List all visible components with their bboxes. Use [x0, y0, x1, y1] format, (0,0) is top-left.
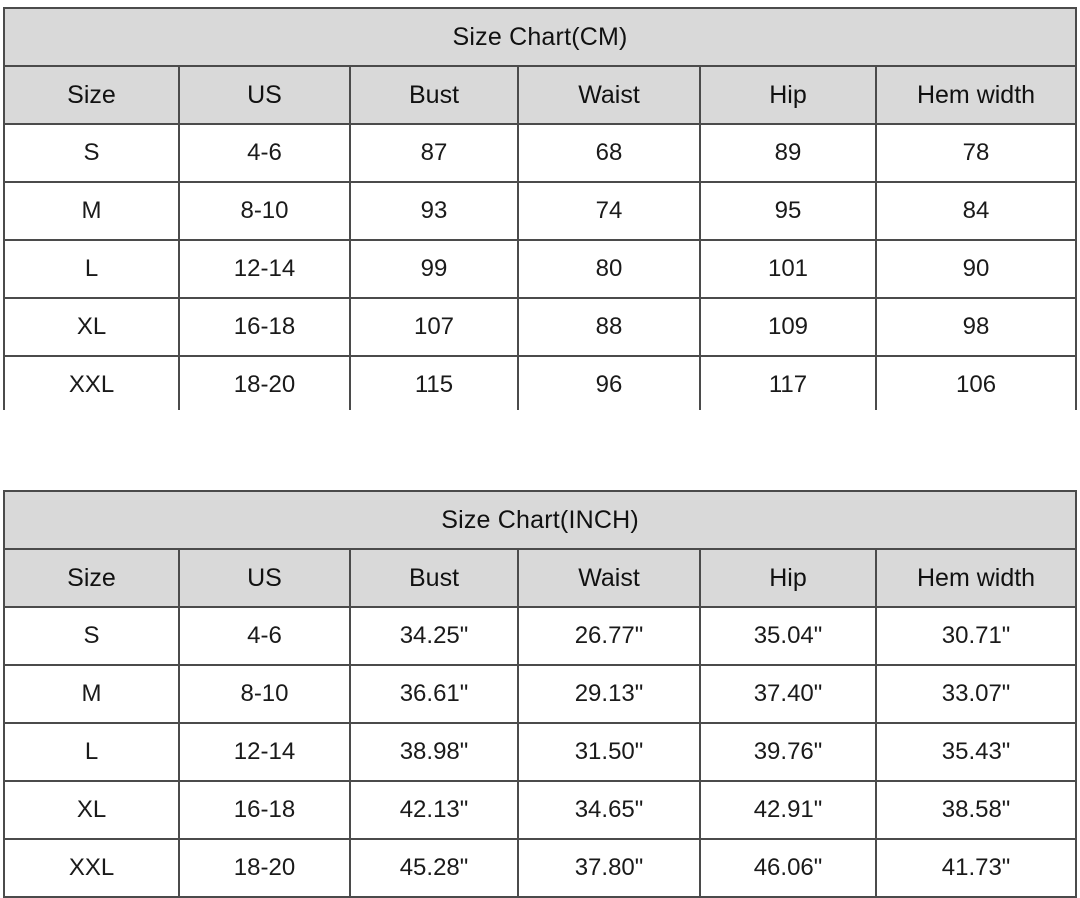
cell-us: 18-20	[179, 356, 350, 414]
column-header-size: Size	[4, 549, 179, 607]
table-row	[4, 607, 1076, 665]
cell-us: 16-18	[179, 781, 350, 839]
cell-hip: 89	[700, 124, 876, 182]
table-row	[4, 298, 1076, 356]
cell-hem-width: 106	[876, 356, 1076, 414]
cell-us: 4-6	[179, 607, 350, 665]
cell-hip: 39.76"	[700, 723, 876, 781]
table-row	[4, 839, 1076, 897]
cell-hip: 42.91"	[700, 781, 876, 839]
cell-hem-width: 98	[876, 298, 1076, 356]
cell-bust: 93	[350, 182, 518, 240]
cell-hip: 46.06"	[700, 839, 876, 897]
cell-bust: 99	[350, 240, 518, 298]
column-header-waist: Waist	[518, 66, 700, 124]
table-row	[4, 240, 1076, 298]
cell-size: S	[4, 607, 179, 665]
size-chart-inch-table	[3, 490, 1077, 898]
cell-hem-width: 84	[876, 182, 1076, 240]
cell-waist: 31.50"	[518, 723, 700, 781]
cell-waist: 74	[518, 182, 700, 240]
cell-bust: 42.13"	[350, 781, 518, 839]
cell-size: L	[4, 723, 179, 781]
size-chart-inch-caption: Size Chart(INCH)	[4, 491, 1076, 549]
cell-bust: 45.28"	[350, 839, 518, 897]
cell-hip: 101	[700, 240, 876, 298]
size-chart-inch-block	[3, 490, 1075, 898]
column-header-size: Size	[4, 66, 179, 124]
size-chart-cm-caption: Size Chart(CM)	[4, 8, 1076, 66]
cell-bust: 115	[350, 356, 518, 414]
cell-waist: 88	[518, 298, 700, 356]
cell-hem-width: 33.07"	[876, 665, 1076, 723]
cell-us: 12-14	[179, 240, 350, 298]
cell-hip: 117	[700, 356, 876, 414]
table-caption-row	[4, 8, 1076, 66]
cell-hem-width: 78	[876, 124, 1076, 182]
cell-bust: 107	[350, 298, 518, 356]
cell-hem-width: 30.71"	[876, 607, 1076, 665]
column-header-us: US	[179, 66, 350, 124]
size-chart-cm-block	[3, 7, 1075, 415]
cell-us: 16-18	[179, 298, 350, 356]
cell-waist: 34.65"	[518, 781, 700, 839]
column-header-hem-width: Hem width	[876, 549, 1076, 607]
cell-size: XXL	[4, 839, 179, 897]
cell-size: M	[4, 665, 179, 723]
cell-hip: 37.40"	[700, 665, 876, 723]
cell-waist: 26.77"	[518, 607, 700, 665]
cell-size: XXL	[4, 356, 179, 414]
cell-bust: 34.25"	[350, 607, 518, 665]
cell-us: 4-6	[179, 124, 350, 182]
top-margin	[0, 0, 1080, 7]
table-caption-row	[4, 491, 1076, 549]
cell-us: 8-10	[179, 182, 350, 240]
cell-bust: 38.98"	[350, 723, 518, 781]
cell-bust: 87	[350, 124, 518, 182]
cell-hip: 109	[700, 298, 876, 356]
column-header-hip: Hip	[700, 66, 876, 124]
cell-size: M	[4, 182, 179, 240]
table-row	[4, 356, 1076, 414]
cell-hip: 95	[700, 182, 876, 240]
section-spacer	[0, 410, 1080, 490]
cell-us: 8-10	[179, 665, 350, 723]
cell-size: XL	[4, 781, 179, 839]
cell-hip: 35.04"	[700, 607, 876, 665]
table-row	[4, 124, 1076, 182]
cell-us: 12-14	[179, 723, 350, 781]
table-row	[4, 182, 1076, 240]
table-row	[4, 781, 1076, 839]
table-row	[4, 723, 1076, 781]
size-chart-cm-table	[3, 7, 1077, 415]
cell-waist: 96	[518, 356, 700, 414]
table-header-row	[4, 549, 1076, 607]
cell-size: L	[4, 240, 179, 298]
cell-hem-width: 90	[876, 240, 1076, 298]
cell-hem-width: 35.43"	[876, 723, 1076, 781]
column-header-us: US	[179, 549, 350, 607]
cell-us: 18-20	[179, 839, 350, 897]
cell-bust: 36.61"	[350, 665, 518, 723]
cell-waist: 68	[518, 124, 700, 182]
column-header-bust: Bust	[350, 549, 518, 607]
column-header-bust: Bust	[350, 66, 518, 124]
cell-hem-width: 41.73"	[876, 839, 1076, 897]
table-row	[4, 665, 1076, 723]
column-header-hem-width: Hem width	[876, 66, 1076, 124]
cell-waist: 80	[518, 240, 700, 298]
column-header-waist: Waist	[518, 549, 700, 607]
cell-size: XL	[4, 298, 179, 356]
cell-hem-width: 38.58"	[876, 781, 1076, 839]
cell-waist: 37.80"	[518, 839, 700, 897]
column-header-hip: Hip	[700, 549, 876, 607]
cell-size: S	[4, 124, 179, 182]
cell-waist: 29.13"	[518, 665, 700, 723]
table-header-row	[4, 66, 1076, 124]
